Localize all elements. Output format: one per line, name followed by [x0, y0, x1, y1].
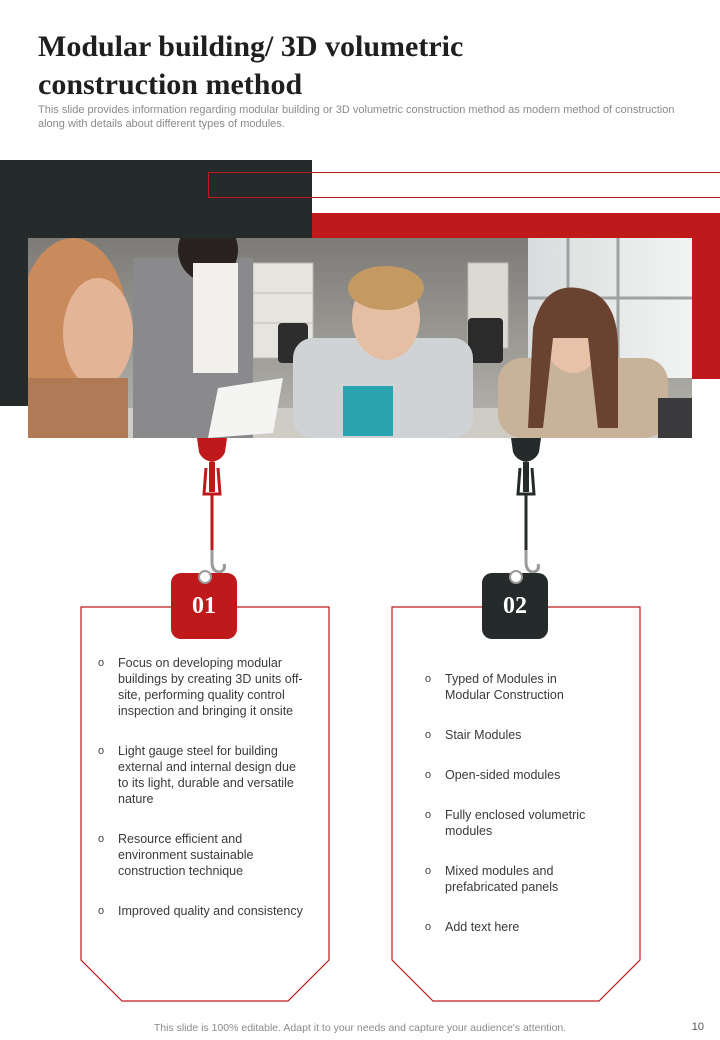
list-item: o Fully enclosed volumetric modules — [425, 808, 586, 838]
team-photo-illustration — [28, 238, 692, 438]
bullet-icon: o — [425, 921, 432, 933]
list-item: o Improved quality and consistency — [98, 904, 303, 918]
bullet-icon: o — [425, 865, 432, 877]
card-01-number: 01 — [192, 592, 216, 619]
slide-subtitle: This slide provides information regarding modular building or 3D volumetric construction method as modern method of construction along with details about different types of modules. — [38, 104, 675, 130]
bullet-icon: o — [98, 745, 105, 757]
list-item: o Typed of Modules in Modular Construction — [425, 672, 564, 702]
dark-hook-connector — [506, 438, 546, 583]
footer-note: This slide is 100% editable. Adapt it to your needs and capture your audience's attention. — [153, 1022, 567, 1034]
list-item: o Open-sided modules — [425, 768, 561, 782]
card-02-number: 02 — [503, 592, 527, 619]
card-02-badge — [482, 573, 548, 639]
bullet-icon: o — [425, 673, 432, 685]
dark-hook-icon — [506, 438, 546, 583]
bullet-icon: o — [425, 769, 432, 781]
bullet-icon: o — [425, 729, 432, 741]
badge-hole-icon — [198, 570, 212, 584]
bullet-icon: o — [425, 809, 432, 821]
slide-title: Modular building/ 3D volumetric construction method — [38, 30, 464, 101]
red-hook-icon — [192, 438, 232, 583]
red-hook-connector — [192, 438, 232, 583]
bullet-icon: o — [98, 905, 105, 917]
list-item: o Resource efficient and environment sustainable construction technique — [98, 832, 254, 878]
list-item: o Focus on developing modular buildings by creating 3D units off-site, performing quality control inspection and bringing it onsite — [98, 656, 303, 718]
badge-hole-icon — [509, 570, 523, 584]
card-01-badge — [171, 573, 237, 639]
page-number: 10 — [691, 1021, 704, 1033]
card-02-list — [425, 671, 605, 935]
list-item: o Mixed modules and prefabricated panels — [425, 864, 559, 894]
bullet-icon: o — [98, 657, 105, 669]
list-item: o Stair Modules — [425, 728, 522, 742]
list-item: o Light gauge steel for building external and internal design due to its light, durable and versatile nature — [98, 744, 296, 806]
list-item: o Add text here — [425, 920, 520, 934]
team-photo — [28, 238, 692, 438]
outline-bar-decoration — [208, 172, 720, 198]
bullet-icon: o — [98, 833, 105, 845]
card-01-list — [98, 655, 308, 919]
